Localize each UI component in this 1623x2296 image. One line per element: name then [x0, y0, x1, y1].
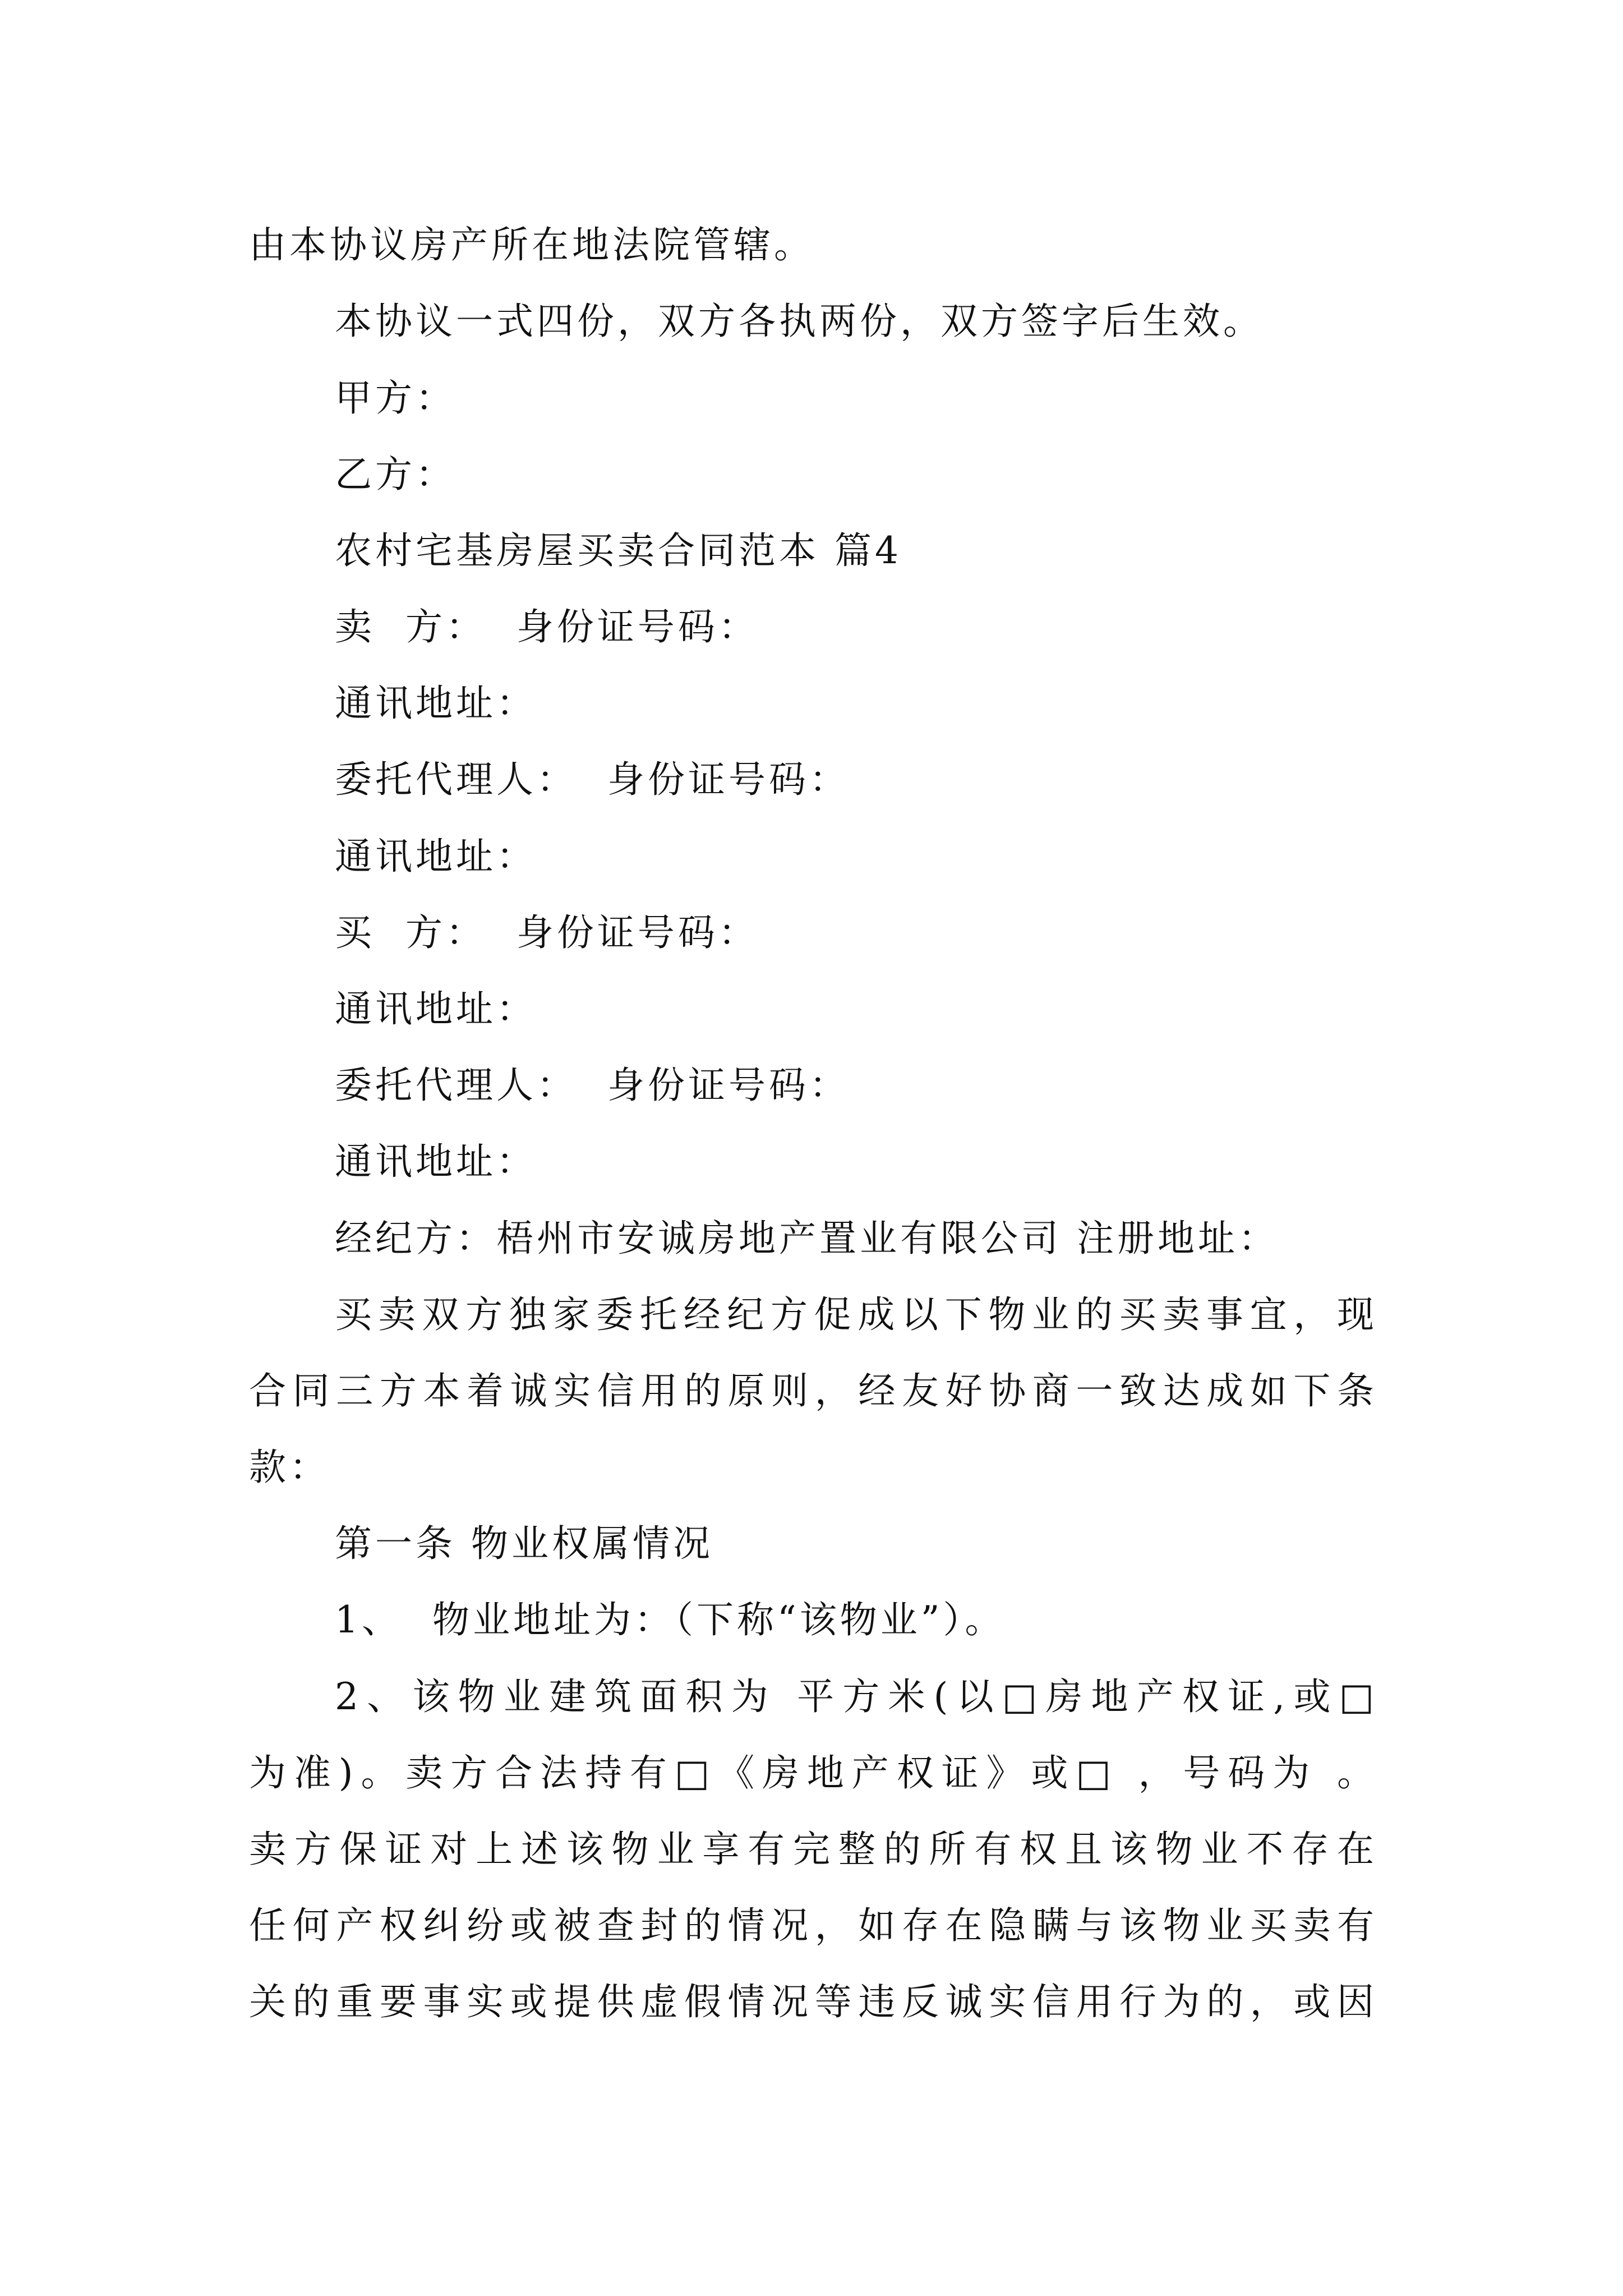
section-heading: 农村宅基房屋买卖合同范本 篇4	[335, 529, 902, 572]
clause-line: 1、 物业地址为：（下称“该物业”）。	[335, 1598, 1006, 1641]
paragraph-line: 合同三方本着诚实信用的原则，经友好协商一致达成如下条	[249, 1369, 1374, 1412]
text-line-seller-address: 通讯地址：	[335, 682, 537, 725]
text-line-party-a: 甲方：	[335, 376, 456, 420]
clause-line: 2、该物业建筑面积为 平方米(以□房地产权证,或□	[335, 1675, 1374, 1718]
paragraph-line: 买卖双方独家委托经纪方促成以下物业的买卖事宜，现	[335, 1293, 1374, 1336]
paragraph-line: 款：	[249, 1446, 330, 1489]
text-line-seller-agent-address: 通讯地址：	[335, 835, 537, 878]
text-line-seller-agent: 委托代理人： 身份证号码：	[335, 758, 850, 801]
text-line-seller: 卖 方： 身份证号码：	[335, 605, 759, 648]
clause-line: 卖方保证对上述该物业享有完整的所有权且该物业不存在	[249, 1828, 1374, 1871]
text-line-broker: 经纪方：梧州市安诚房地产置业有限公司 注册地址：	[335, 1217, 1279, 1260]
text-line-buyer: 买 方： 身份证号码：	[335, 911, 759, 954]
clause-line: 为准)。卖方合法持有□《房地产权证》或□ ，号码为 。	[249, 1751, 1374, 1795]
text-line-party-b: 乙方：	[335, 453, 456, 496]
text-line-jurisdiction: 由本协议房产所在地法院管辖。	[249, 223, 814, 266]
text-line-copies: 本协议一式四份，双方各执两份，双方签字后生效。	[335, 300, 1264, 343]
clause-line: 任何产权纠纷或被查封的情况，如存在隐瞒与该物业买卖有	[249, 1904, 1374, 1947]
clause-line: 关的重要事实或提供虚假情况等违反诚实信用行为的，或因	[249, 1980, 1374, 2023]
article-heading: 第一条 物业权属情况	[335, 1522, 713, 1565]
text-line-buyer-address: 通讯地址：	[335, 987, 537, 1030]
text-line-buyer-agent-address: 通讯地址：	[335, 1140, 537, 1183]
text-line-buyer-agent: 委托代理人： 身份证号码：	[335, 1064, 850, 1107]
